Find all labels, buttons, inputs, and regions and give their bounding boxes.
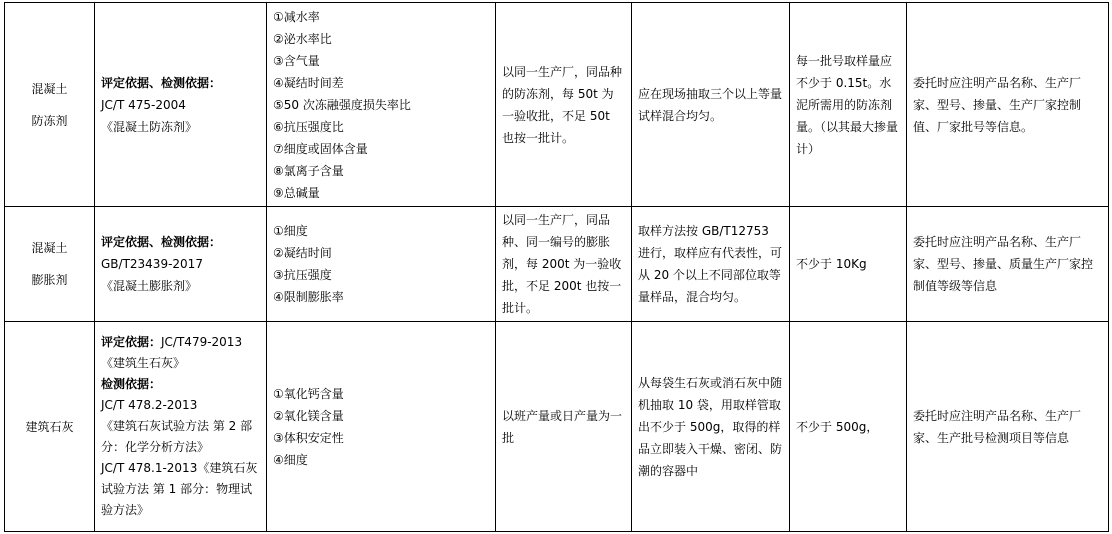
basis-cell [95,207,267,322]
sample-quantity: 每一批号取样量应不少于 0.15t。水泥所需用的防冻剂量。（以其最大掺量计） [796,53,899,156]
test-items-cell [267,322,496,532]
test-items-cell [267,207,496,322]
test-basis-heading: 检测依据： [101,377,162,391]
batch-rule: 以同一生产厂，同品种、同一编号的膨胀剂，每 200t 为一验收批，不足 200t 也按一批计。 [502,213,622,315]
quantity-cell [790,3,907,207]
test-item: ⑨总碱量 [273,185,320,200]
test-item: ②凝结时间 [273,246,332,260]
material-name-cell [5,3,95,207]
material-name-cell [5,322,95,532]
standard-code: JC/T 478.2-2013 [101,398,198,412]
test-item: ③含气量 [273,53,320,68]
test-item: ⑦细度或固体含量 [273,141,368,156]
sampling-cell [632,3,790,207]
sample-quantity: 不少于 10Kg [796,257,867,271]
basis-cell [95,322,267,532]
notes-cell [907,322,1109,532]
notes-cell [907,3,1109,207]
basis-heading: 评定依据、检测依据： [101,235,222,249]
test-item: ④凝结时间差 [273,75,344,90]
material-name: 混凝土 [31,241,68,255]
material-name: 混凝土 [31,81,68,96]
batch-cell [496,3,632,207]
table-row [5,3,1109,207]
test-item: ③体积安定性 [273,430,344,445]
sampling-method: 取样方法按 GB/T12753 进行，取样应有代表性，可从 20 个以上不同部位取等量样品，混合均匀。 [638,224,783,304]
test-item: ②泌水率比 [273,31,332,46]
batch-rule: 以班产量或日产量为一批 [502,408,623,445]
quantity-cell [790,207,907,322]
material-name: 防冻剂 [31,113,68,128]
test-items-cell [267,3,496,207]
test-item: ①减水率 [273,9,320,24]
standard-code: JC/T479-2013 [161,335,243,349]
sampling-method: 应在现场抽取三个以上等量试样混合均匀。 [638,86,783,123]
notes-cell [907,207,1109,322]
eval-basis-heading: 评定依据： [101,335,162,349]
quantity-cell [790,322,907,532]
basis-heading: 评定依据、检测依据： [101,75,222,90]
standard-title: 《建筑石灰试验方法 第 2 部分：化学分析方法》 [101,419,253,454]
test-item: ③抗压强度 [273,268,332,282]
commission-notes: 委托时应注明产品名称、生产厂家、生产批号检测项目等信息 [913,408,1082,445]
test-item: ④限制膨胀率 [273,290,344,304]
standard-title: 《建筑生石灰》 [101,356,186,370]
test-item: ①氧化钙含量 [273,386,344,401]
standard-code: GB/T23439-2017 [101,257,203,271]
test-item: ①细度 [273,224,308,238]
test-item: ⑧氯离子含量 [273,163,344,178]
test-item: ②氧化镁含量 [273,408,344,423]
sampling-cell [632,322,790,532]
batch-cell [496,322,632,532]
batch-rule: 以同一生产厂，同品种的防冻剂，每 50t 为一验收批，不足 50t 也按一批计。 [502,64,623,145]
standard-title: 《混凝土防冻剂》 [101,119,198,134]
batch-cell [496,207,632,322]
test-item: ⑤50 次冻融强度损失率比 [273,97,411,112]
sampling-method: 从每袋生石灰或消石灰中随机抽取 10 袋，用取样管取出不少于 500g，取得的样品立即装入干燥、密闭、防潮的容器中 [638,375,783,478]
test-item: ④细度 [273,452,308,467]
material-name: 膨胀剂 [31,273,68,287]
test-item: ⑥抗压强度比 [273,119,344,134]
standard-title: JC/T 478.1-2013《建筑石灰试验方法 第 1 部分：物理试验方法》 [101,461,258,517]
basis-cell [95,3,267,207]
material-name: 建筑石灰 [25,419,74,434]
sampling-cell [632,207,790,322]
material-name-cell [5,207,95,322]
sample-quantity: 不少于 500g， [796,419,879,434]
standard-title: 《混凝土膨胀剂》 [101,279,198,293]
materials-table [4,2,1109,532]
commission-notes: 委托时应注明产品名称、生产厂家、型号、掺量、生产厂家控制值、厂家批号等信息。 [913,75,1082,134]
standard-code: JC/T 475-2004 [101,97,186,112]
commission-notes: 委托时应注明产品名称、生产厂家、型号、掺量、质量生产厂家控制值等级等信息 [913,235,1094,293]
table-row [5,207,1109,322]
table-row [5,322,1109,532]
